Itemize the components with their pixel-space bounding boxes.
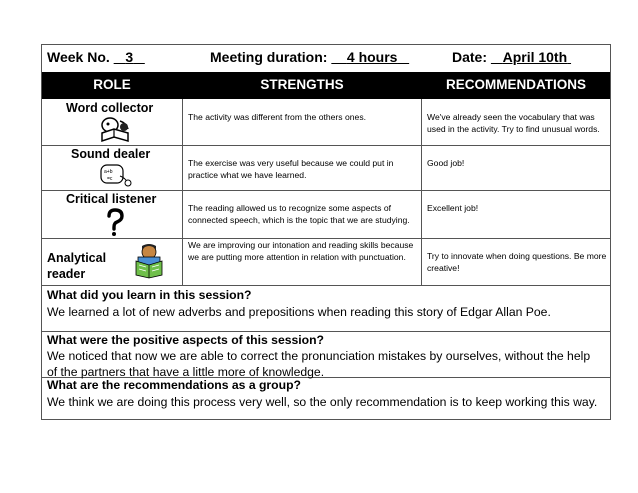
table-row bbox=[42, 190, 610, 238]
role-sound-dealer: Sound dealer bbox=[71, 147, 151, 161]
strength-text: The activity was different from the others ones. bbox=[188, 112, 367, 122]
role-analytical-reader: Analytical reader bbox=[47, 251, 107, 281]
duration-label: Meeting duration: bbox=[210, 49, 328, 65]
strength-text: The reading allowed us to recognize some aspects of connected speech, which is the topic that we are studying. bbox=[188, 203, 410, 225]
reader-icon bbox=[132, 243, 166, 279]
question-block-recommendations bbox=[42, 377, 610, 421]
question-text: What did you learn in this session? bbox=[47, 288, 252, 302]
question-block-positive-aspects bbox=[42, 331, 610, 377]
role-word-collector: Word collector bbox=[66, 101, 154, 115]
session-info-row bbox=[42, 45, 610, 72]
table-row bbox=[42, 99, 610, 145]
week-field bbox=[47, 49, 145, 65]
table-row bbox=[42, 145, 610, 190]
svg-text:a+b: a+b bbox=[104, 169, 113, 175]
question-mark-icon bbox=[105, 208, 125, 236]
table-row bbox=[42, 238, 610, 285]
column-header-strengths: STRENGTHS bbox=[260, 77, 344, 92]
date-field bbox=[452, 49, 571, 65]
recommendation-text: Good job! bbox=[427, 158, 465, 168]
date-value: April 10th bbox=[502, 49, 568, 65]
recommendation-text: We've already seen the vocabulary that was used in the activity. Try to find unusual words. bbox=[427, 112, 600, 134]
week-label: Week No. bbox=[47, 49, 110, 65]
strength-text: We are improving our intonation and reading skills because we are putting more attention in relation with punctuation. bbox=[188, 240, 414, 262]
table-header bbox=[42, 72, 610, 99]
question-block-learned bbox=[42, 285, 610, 331]
question-text: What were the positive aspects of this session? bbox=[47, 333, 324, 347]
duration-value: 4 hours bbox=[346, 49, 398, 65]
recommendation-text: Excellent job! bbox=[427, 203, 479, 213]
svg-text:=c: =c bbox=[107, 176, 113, 182]
recommendation-text: Try to innovate when doing questions. Be more creative! bbox=[427, 251, 607, 273]
question-text: What are the recommendations as a group? bbox=[47, 378, 301, 392]
session-report-table bbox=[41, 44, 611, 420]
answer-text: We noticed that now we are able to correct the pronunciation mistakes by ourselves, without the help of the partners that have a little more of knowledge. bbox=[47, 349, 591, 379]
strength-text: The exercise was very useful because we could put in practice what we have learned. bbox=[188, 158, 394, 180]
week-value: 3 bbox=[125, 49, 134, 65]
column-header-role: ROLE bbox=[93, 77, 131, 92]
sound-icon bbox=[98, 162, 134, 188]
date-label: Date: bbox=[452, 49, 488, 65]
answer-text: We think we are doing this process very well, so the only recommendation is to keep working this way. bbox=[47, 395, 598, 409]
column-header-recommendations: RECOMMENDATIONS bbox=[446, 77, 586, 92]
role-critical-listener: Critical listener bbox=[66, 192, 157, 206]
duration-field bbox=[210, 49, 409, 65]
bookworm-icon bbox=[98, 115, 132, 143]
answer-text: We learned a lot of new adverbs and prepositions when reading this story of Edgar Allan Poe. bbox=[47, 305, 551, 319]
